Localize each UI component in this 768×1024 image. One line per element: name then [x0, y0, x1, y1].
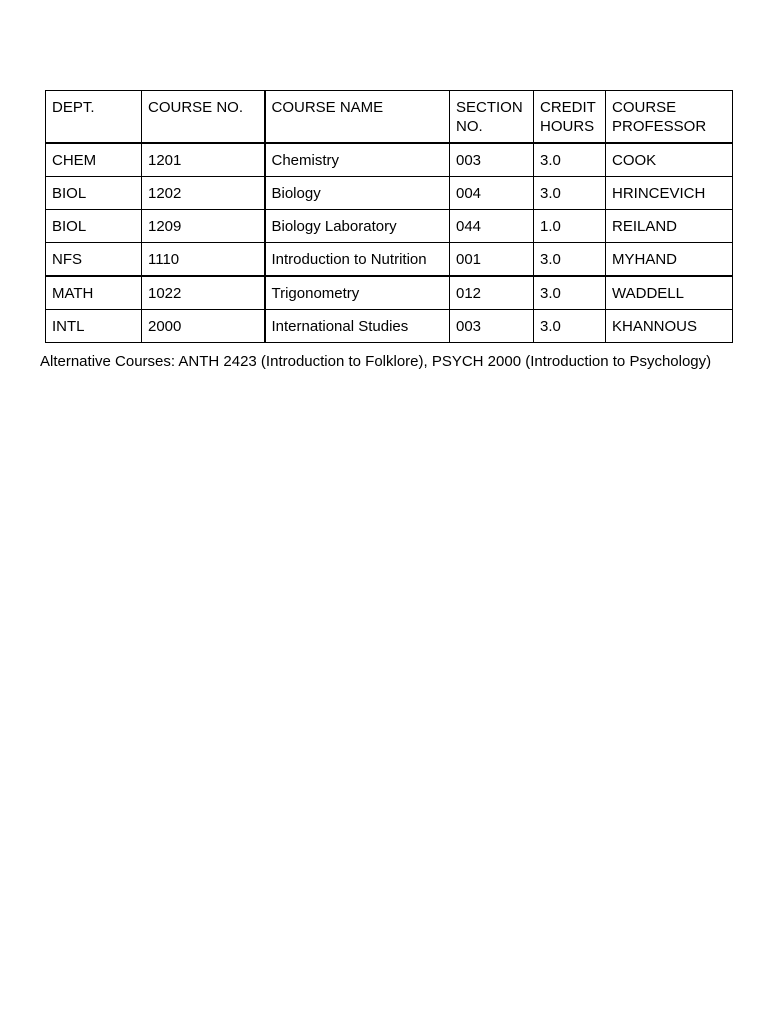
cell-course-name: Introduction to Nutrition: [265, 243, 450, 277]
cell-professor: KHANNOUS: [606, 310, 733, 343]
cell-dept: MATH: [46, 276, 142, 310]
cell-course-no: 1110: [142, 243, 265, 277]
table-row: [46, 310, 733, 343]
cell-credit-hours: 3.0: [534, 276, 606, 310]
cell-credit-hours: 3.0: [534, 243, 606, 277]
cell-section-no: 003: [450, 310, 534, 343]
cell-course-name: International Studies: [265, 310, 450, 343]
cell-professor: HRINCEVICH: [606, 177, 733, 210]
cell-dept: NFS: [46, 243, 142, 277]
table-row: [46, 276, 733, 310]
table-row: [46, 177, 733, 210]
cell-section-no: 001: [450, 243, 534, 277]
cell-course-no: 1209: [142, 210, 265, 243]
cell-dept: INTL: [46, 310, 142, 343]
cell-section-no: 003: [450, 143, 534, 177]
table-header-row: [46, 91, 733, 144]
cell-section-no: 012: [450, 276, 534, 310]
cell-credit-hours: 3.0: [534, 143, 606, 177]
cell-section-no: 044: [450, 210, 534, 243]
header-course-no: COURSE NO.: [142, 91, 265, 144]
cell-course-name: Chemistry: [265, 143, 450, 177]
table-row: [46, 210, 733, 243]
cell-dept: CHEM: [46, 143, 142, 177]
course-schedule-table: [45, 90, 733, 343]
cell-professor: MYHAND: [606, 243, 733, 277]
cell-dept: BIOL: [46, 177, 142, 210]
cell-credit-hours: 3.0: [534, 310, 606, 343]
cell-dept: BIOL: [46, 210, 142, 243]
header-professor: COURSE PROFESSOR: [606, 91, 733, 144]
cell-credit-hours: 3.0: [534, 177, 606, 210]
header-credit-hours: CREDIT HOURS: [534, 91, 606, 144]
cell-course-no: 1202: [142, 177, 265, 210]
cell-course-no: 2000: [142, 310, 265, 343]
table-row: [46, 143, 733, 177]
header-course-name: COURSE NAME: [265, 91, 450, 144]
cell-course-name: Biology: [265, 177, 450, 210]
cell-course-no: 1201: [142, 143, 265, 177]
cell-course-name: Biology Laboratory: [265, 210, 450, 243]
cell-section-no: 004: [450, 177, 534, 210]
header-dept: DEPT.: [46, 91, 142, 144]
cell-professor: WADDELL: [606, 276, 733, 310]
cell-credit-hours: 1.0: [534, 210, 606, 243]
alternative-courses-note: Alternative Courses: ANTH 2423 (Introduction to Folklore), PSYCH 2000 (Introduction to Psychology): [40, 353, 712, 370]
table-row: [46, 243, 733, 277]
header-section-no: SECTION NO.: [450, 91, 534, 144]
cell-professor: REILAND: [606, 210, 733, 243]
cell-course-no: 1022: [142, 276, 265, 310]
cell-professor: COOK: [606, 143, 733, 177]
cell-course-name: Trigonometry: [265, 276, 450, 310]
